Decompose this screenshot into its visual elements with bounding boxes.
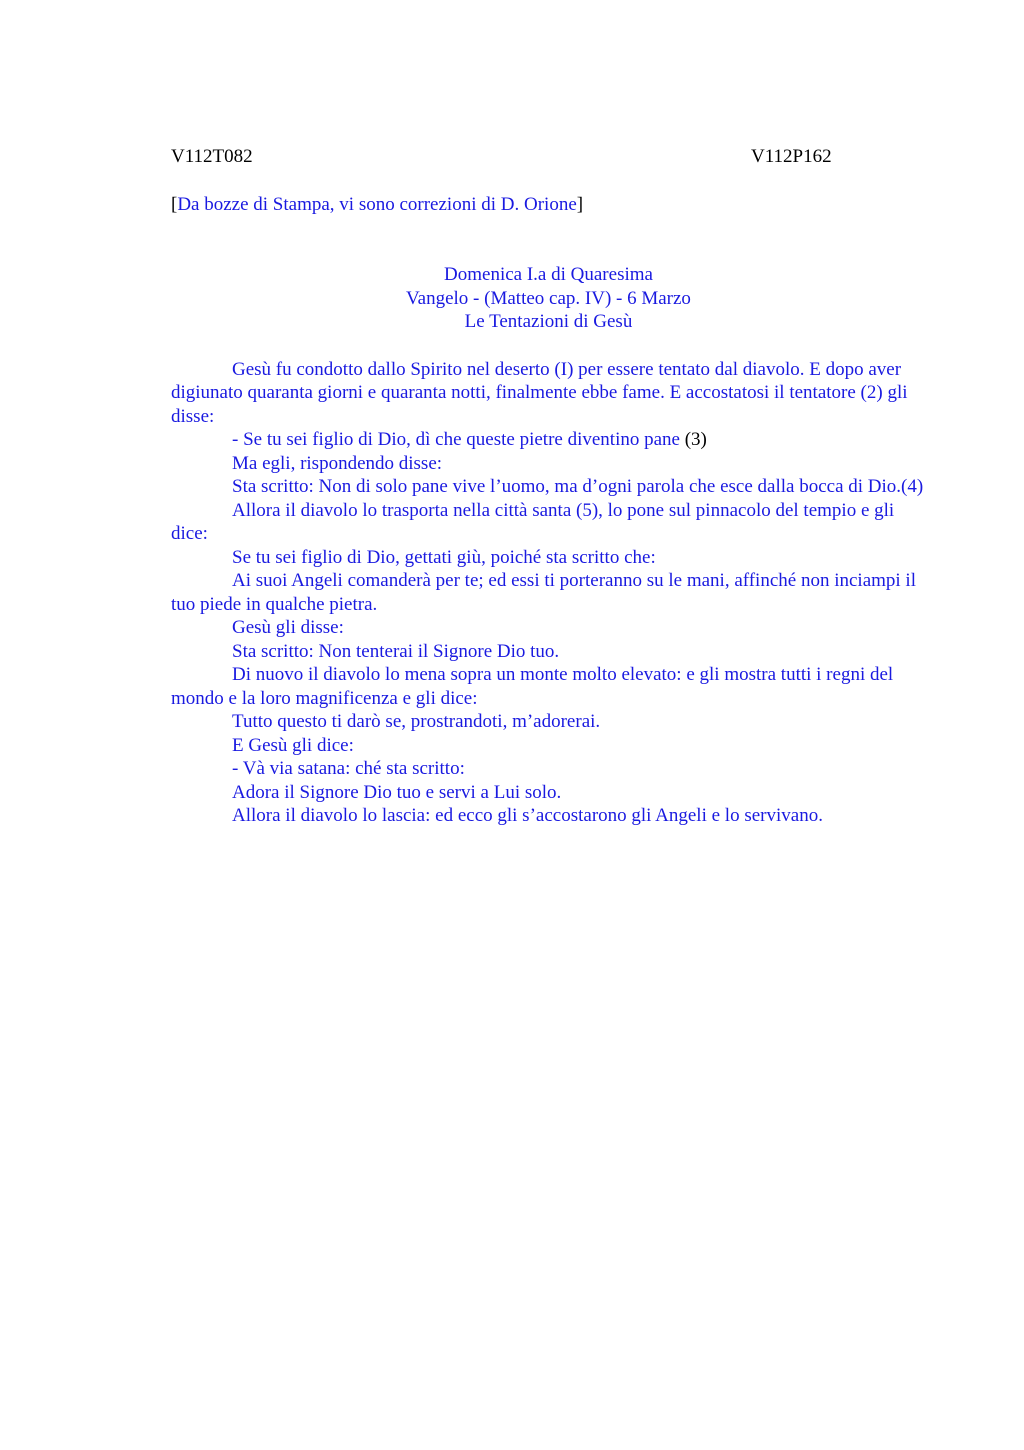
paragraph: E Gesù gli dice: xyxy=(232,734,354,756)
document-code-left: V112T082 xyxy=(171,146,253,167)
paragraph: - Và via satana: ché sta scritto: xyxy=(232,758,465,779)
note-text: Da bozze di Stampa, vi sono correzioni di D. Orione xyxy=(177,194,577,215)
paragraph: Gesù gli disse: xyxy=(232,617,344,638)
editorial-note xyxy=(171,192,926,218)
paragraph: Se tu sei figlio di Dio, gettati giù, poiché sta scritto che: xyxy=(232,546,656,568)
title-line-sunday: Domenica I.a di Quaresima xyxy=(444,264,653,285)
document-page xyxy=(171,144,926,828)
paragraph: Tutto questo ti darò se, prostrandoti, m’adorerai. xyxy=(232,711,601,732)
paragraph: Di nuovo il diavolo lo mena sopra un monte molto elevato: e gli mostra tutti i regni del mondo e la loro magnificenza e gli dice: xyxy=(171,664,894,709)
document-code-right: V112P162 xyxy=(751,146,832,167)
paragraph: Gesù fu condotto dallo Spirito nel deserto (I) per essere tentato dal diavolo. E dopo aver digiunato quaranta giorni e quaranta notti, finalmente ebbe fame. E accostatosi il tentatore (2) gli disse: xyxy=(171,358,908,427)
footnote-reference: (3) xyxy=(679,429,707,450)
gospel-text xyxy=(171,358,926,828)
note-close-bracket: ] xyxy=(576,194,584,215)
title-line-gospel: Vangelo - (Matteo cap. IV) - 6 Marzo xyxy=(406,287,691,309)
paragraph: Adora il Signore Dio tuo e servi a Lui solo. xyxy=(232,781,562,803)
title-block xyxy=(171,263,926,334)
paragraph: Ma egli, rispondendo disse: xyxy=(232,452,443,474)
title-line-subject: Le Tentazioni di Gesù xyxy=(464,311,633,332)
paragraph: Ai suoi Angeli comanderà per te; ed essi ti porteranno su le mani, affinché non inciampi il tuo piede in qualche pietra. xyxy=(171,570,916,615)
paragraph: Allora il diavolo lo trasporta nella città santa (5), lo pone sul pinnacolo del tempio e gli dice: xyxy=(171,499,895,544)
paragraph: Sta scritto: Non tenterai il Signore Dio tuo. xyxy=(232,640,560,662)
paragraph xyxy=(171,428,926,452)
page-header xyxy=(171,144,926,170)
paragraph: Sta scritto: Non di solo pane vive l’uomo, ma d’ogni parola che esce dalla bocca di Dio.(4) xyxy=(232,476,924,497)
note-open-bracket: [ xyxy=(171,194,178,215)
paragraph-text: - Se tu sei figlio di Dio, dì che queste pietre diventino pane xyxy=(232,429,680,450)
paragraph: Allora il diavolo lo lascia: ed ecco gli s’accostarono gli Angeli e lo servivano. xyxy=(232,805,823,826)
